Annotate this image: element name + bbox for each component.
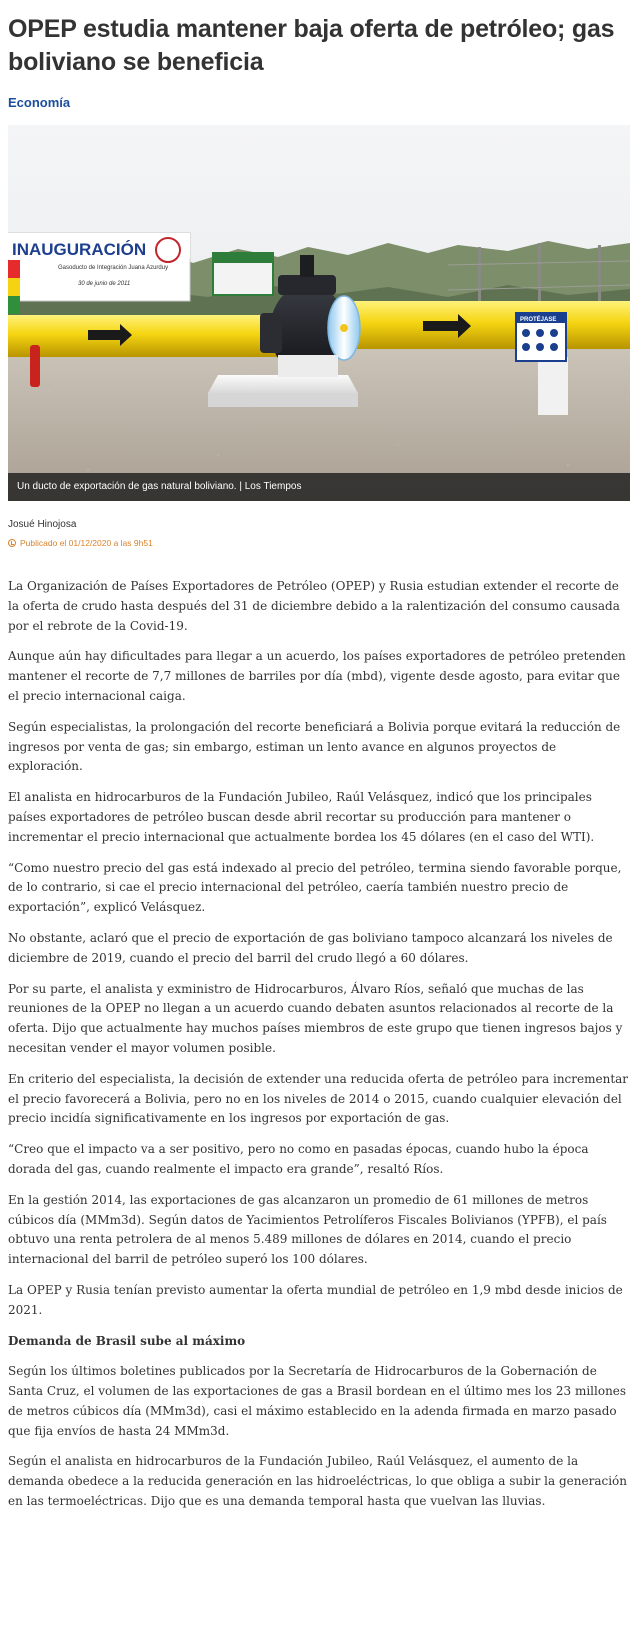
article-figure xyxy=(8,125,630,501)
paragraph: Aunque aún hay dificultades para llegar a un acuerdo, los países exportadores de petróleo pretenden mantener el recorte de 7,7 millones de barriles por día (mbd), vigente desde agosto, para evitar que el precio internacional caiga. xyxy=(8,649,626,703)
publish-date xyxy=(8,537,632,549)
paragraph: Según especialistas, la prolongación del recorte beneficiará a Bolivia porque evitará la reducción de ingresos por venta de gas; sin embargo, estiman un lento avance en algunos proyectos de exploración. xyxy=(8,719,621,774)
article-title: OPEP estudia mantener baja oferta de petróleo; gas boliviano se beneficia xyxy=(8,15,615,76)
banner-subtext: Gasoducto de Integración Juana Azurduy xyxy=(58,265,169,271)
paragraph: Por su parte, el analista y exministro de Hidrocarburos, Álvaro Ríos, señaló que muchas de las reuniones de la OPEP no llegan a un acuerdo cuando debaten asuntos relacionados al recorte de la oferta. Dijo que actualmente hay muchos países miembros de este grupo que tienen ingresos bajos y necesitan vender el mayor volumen posible. xyxy=(8,981,623,1055)
banner-date: 30 de junio de 2011 xyxy=(78,281,131,287)
gas-pipeline-photo xyxy=(8,125,630,501)
paragraph: “Creo que el impacto va a ser positivo, pero no como en pasadas épocas, cuando hubo la época dorada del gas, cuando realmente el impacto era grande”, resaltó Ríos. xyxy=(8,1142,589,1176)
publish-date-text: Publicado el 01/12/2020 a las 9h51 xyxy=(20,538,153,548)
article-body xyxy=(8,577,632,1512)
paragraph: La Organización de Países Exportadores de Petróleo (OPEP) y Rusia estudian extender el recorte de la oferta de crudo hasta después del 31 de diciembre debido a la ralentización del consumo causada por el rebrote de la Covid-19. xyxy=(8,579,620,633)
paragraph: En criterio del especialista, la decisión de extender una reducida oferta de petróleo para incrementar el precio favorecerá a Bolivia, pero no en los niveles de 2014 o 2015, cuando cualquier elevación del precio incidía significativamente en los ingresos por exportación de gas. xyxy=(8,1071,629,1126)
paragraph: La OPEP y Rusia tenían previsto aumentar la oferta mundial de petróleo en 1,9 mbd desde inicios de 2021. xyxy=(8,1282,623,1317)
image-caption: Un ducto de exportación de gas natural boliviano. | Los Tiempos xyxy=(8,473,630,501)
paragraph: En la gestión 2014, las exportaciones de gas alcanzaron un promedio de 61 millones de metros cúbicos día (MMm3d). Según datos de Yacimientos Petrolíferos Fiscales Bolivianos (YPFB), el país obtuvo una renta petrolera de al menos 5.489 millones de dólares en 2014, cuando el precio internacional del barril de petróleo superó los 100 dólares. xyxy=(8,1192,607,1267)
byline xyxy=(8,518,632,549)
article xyxy=(8,0,632,1523)
warning-sign-text: PROTÉJASE xyxy=(520,317,557,323)
paragraph: No obstante, aclaró que el precio de exportación de gas boliviano tampoco alcanzará los niveles de diciembre de 2019, cuando el precio del barril del crudo llegó a 60 dólares. xyxy=(8,930,613,965)
banner-title: INAUGURACIÓN xyxy=(12,240,147,259)
paragraph: El analista en hidrocarburos de la Fundación Jubileo, Raúl Velásquez, indicó que los principales países exportadores de petróleo buscan desde abril recortar su producción para mantener o incrementar el precio internacional que actualmente bordea los 45 dólares (en el caso del WTI). xyxy=(8,790,595,844)
paragraph: “Como nuestro precio del gas está indexado al precio del petróleo, termina siendo favorable porque, de lo contrario, si cae el precio internacional del petróleo, caería también nuestro precio de exportación”, explicó Velásquez. xyxy=(8,860,622,915)
clock-icon xyxy=(8,539,16,547)
subheading: Demanda de Brasil sube al máximo xyxy=(8,1333,246,1348)
author-link[interactable]: Josué Hinojosa xyxy=(8,519,77,530)
paragraph: Según los últimos boletines publicados por la Secretaría de Hidrocarburos de la Gobernación de Santa Cruz, el volumen de las exportaciones de gas a Brasil bordean en el último mes los 23 millones de metros cúbicos día (MMm3d), casi el máximo establecido en la adenda firmada en marzo pasado que fija envíos de hasta 24 MMm3d. xyxy=(8,1364,627,1438)
paragraph: Según el analista en hidrocarburos de la Fundación Jubileo, Raúl Velásquez, el aumento de la demanda obedece a la reducida generación en las hidroeléctricas, lo que obliga a subir la generación en las termoeléctricas. Dijo que es una demanda temporal hasta que vuelvan las lluvias. xyxy=(8,1454,628,1509)
section-link[interactable]: Economía xyxy=(8,95,71,110)
